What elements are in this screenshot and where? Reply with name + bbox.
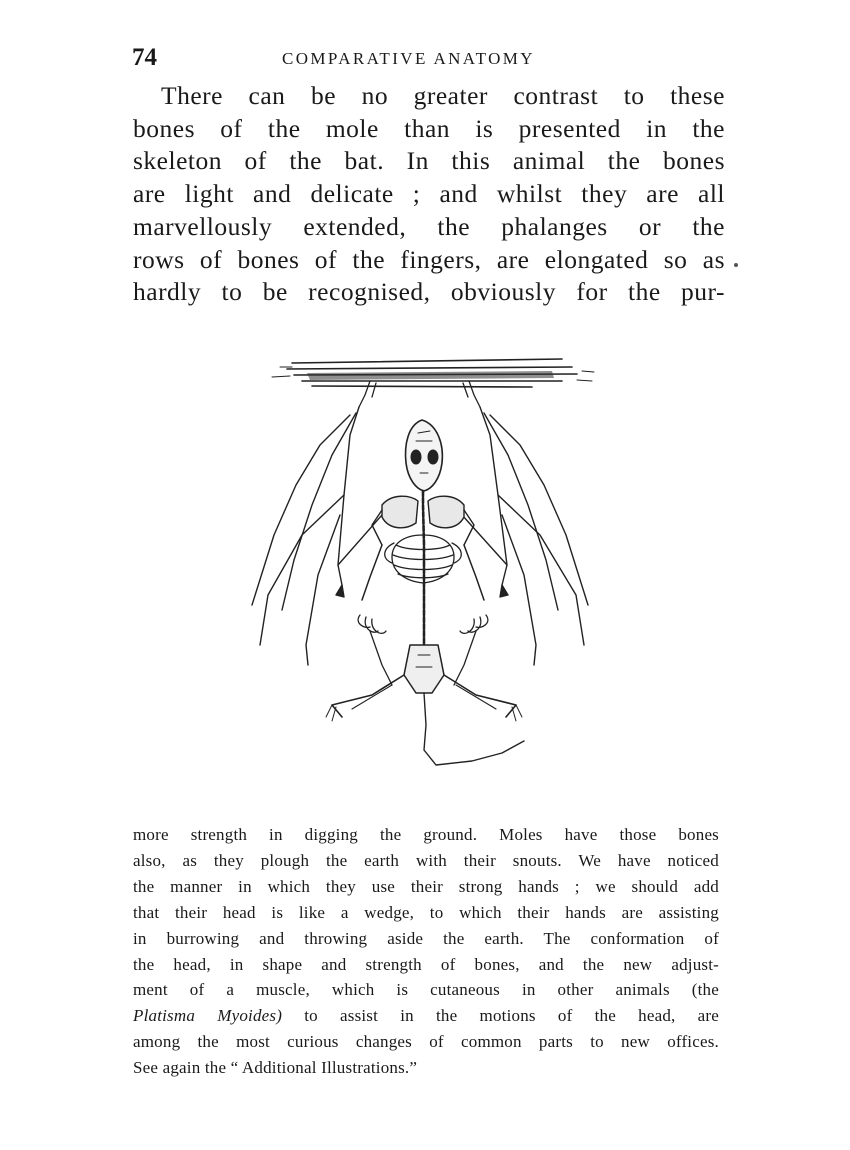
species-name-italic: Platisma Myoides) bbox=[133, 1006, 283, 1026]
running-title: COMPARATIVE ANATOMY bbox=[282, 49, 535, 68]
body-line: marvellously extended, the phalanges or the bbox=[133, 211, 725, 241]
footnote-line: the head, in shape and strength of bones, and the new adjust- bbox=[133, 954, 719, 974]
body-paragraph bbox=[133, 80, 725, 309]
perch-branch bbox=[272, 359, 594, 387]
body-line: hardly to be recognised, obviously for the pur- bbox=[133, 277, 725, 307]
running-head bbox=[132, 44, 726, 72]
spine bbox=[423, 491, 424, 645]
body-line: There can be no greater contrast to these bbox=[161, 81, 725, 110]
body-line: are light and delicate ; and whilst they are all bbox=[133, 179, 725, 209]
body-line: bones of the mole than is presented in the bbox=[133, 113, 725, 143]
page-number: 74 bbox=[132, 44, 157, 71]
footnote-line-rest: to assist in the motions of the head, are bbox=[282, 1006, 719, 1026]
footnote bbox=[133, 822, 719, 1081]
footnote-line bbox=[133, 1003, 719, 1029]
body-line: rows of bones of the fingers, are elongated so as bbox=[133, 244, 725, 274]
footnote-line: that their head is like a wedge, to which their hands are assisting bbox=[133, 902, 719, 922]
footnote-line: more strength in digging the ground. Moles have those bones bbox=[133, 825, 719, 844]
footnote-line: the manner in which they use their strong hands ; we should add bbox=[133, 876, 719, 896]
footnote-line: ment of a muscle, which is cutaneous in other animals (the bbox=[133, 980, 719, 1000]
right-wing bbox=[462, 407, 588, 665]
pelvis bbox=[404, 645, 444, 693]
footnote-line: See again the “ Additional Illustrations.” bbox=[133, 1058, 418, 1078]
footnote-line: among the most curious changes of common parts to new offices. bbox=[133, 1032, 719, 1052]
bat-skeleton-figure bbox=[232, 345, 622, 775]
stray-ink-mark bbox=[734, 263, 738, 267]
body-line: skeleton of the bat. In this animal the bones bbox=[133, 146, 725, 176]
footnote-line: in burrowing and throwing aside the earth. The conformation of bbox=[133, 928, 719, 948]
skull bbox=[406, 420, 443, 491]
footnote-line: also, as they plough the earth with their snouts. We have noticed bbox=[133, 850, 719, 870]
hind-claws bbox=[359, 381, 480, 407]
